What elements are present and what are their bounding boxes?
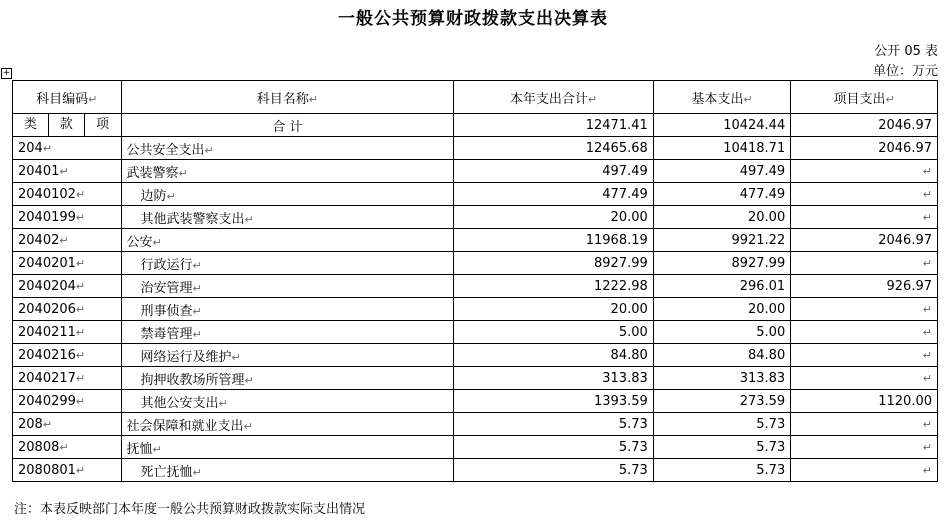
row-basic-text: 5.00 xyxy=(756,324,786,340)
paragraph-mark-icon: ↵ xyxy=(166,189,176,203)
row-total xyxy=(454,252,653,275)
row-basic-text: 8927.99 xyxy=(731,255,786,271)
table-row xyxy=(13,321,938,344)
totals-basic: 10424.44 xyxy=(653,114,790,137)
table-row xyxy=(13,459,938,482)
row-name-text: 公共安全支出 xyxy=(126,142,205,158)
row-code xyxy=(13,252,122,275)
row-basic xyxy=(653,206,790,229)
row-total-text: 20.00 xyxy=(610,301,648,317)
paragraph-mark-icon: ↵ xyxy=(192,304,202,318)
row-code xyxy=(13,413,122,436)
row-total-text: 313.83 xyxy=(602,370,648,386)
totals-total: 12471.41 xyxy=(454,114,653,137)
row-code xyxy=(13,367,122,390)
row-code-text: 2040211 xyxy=(18,324,76,340)
row-total-text: 5.73 xyxy=(618,439,648,455)
row-total xyxy=(454,459,653,482)
row-total-text: 20.00 xyxy=(610,209,648,225)
row-project xyxy=(791,344,938,367)
paragraph-mark-icon: ↵ xyxy=(922,164,932,178)
row-code xyxy=(13,206,122,229)
row-project xyxy=(791,390,938,413)
row-basic-text: 477.49 xyxy=(739,186,786,202)
paragraph-mark-icon: ↵ xyxy=(922,256,932,270)
paragraph-mark-icon: ↵ xyxy=(75,210,86,224)
row-name xyxy=(121,436,454,459)
row-name xyxy=(121,229,454,252)
table-row xyxy=(13,344,938,367)
paragraph-mark-icon: ↵ xyxy=(152,235,162,249)
row-code-text: 2040204 xyxy=(18,278,76,294)
paragraph-mark-icon: ↵ xyxy=(75,463,86,477)
row-code-text: 20808 xyxy=(18,439,60,455)
row-basic-text: 313.83 xyxy=(739,370,786,386)
row-basic xyxy=(653,137,790,160)
row-basic-text: 9921.22 xyxy=(731,232,786,248)
row-name-text: 其他武装警察支出 xyxy=(140,211,245,227)
row-total-text: 12465.68 xyxy=(585,140,648,156)
row-name-text: 死亡抚恤 xyxy=(140,464,193,480)
row-basic-text: 5.73 xyxy=(756,439,786,455)
row-project xyxy=(791,321,938,344)
column-header-name: 科目名称↵ xyxy=(121,81,454,114)
row-basic-text: 20.00 xyxy=(748,209,786,225)
unit-label: 单位：万元 xyxy=(872,64,938,79)
row-name-text: 武装警察 xyxy=(126,165,179,181)
row-code-text: 204 xyxy=(18,140,43,156)
row-name xyxy=(121,390,454,413)
table-move-handle-icon[interactable]: + xyxy=(2,68,11,78)
row-name-text: 禁毒管理 xyxy=(140,326,193,342)
table-row xyxy=(13,137,938,160)
row-basic xyxy=(653,252,790,275)
row-name-text: 刑事侦查 xyxy=(140,303,193,319)
paragraph-mark-icon: ↵ xyxy=(922,371,932,385)
row-code xyxy=(13,459,122,482)
row-basic xyxy=(653,321,790,344)
table-row xyxy=(13,275,938,298)
table-row xyxy=(13,160,938,183)
row-project-text: 926.97 xyxy=(886,278,932,294)
paragraph-mark-icon: ↵ xyxy=(243,419,253,433)
paragraph-mark-icon: ↵ xyxy=(75,371,86,385)
paragraph-mark-icon: ↵ xyxy=(192,465,202,479)
paragraph-mark-icon: ↵ xyxy=(59,233,69,247)
row-total-text: 5.73 xyxy=(618,416,648,432)
row-name xyxy=(121,183,454,206)
table-row xyxy=(13,413,938,436)
table-row xyxy=(13,206,938,229)
row-code-text: 2040206 xyxy=(18,301,76,317)
row-basic-text: 10418.71 xyxy=(723,140,786,156)
row-total-text: 5.00 xyxy=(618,324,648,340)
totals-project: 2046.97 xyxy=(791,114,938,137)
row-basic-text: 5.73 xyxy=(756,462,786,478)
row-code-text: 2040199 xyxy=(18,209,76,225)
row-total xyxy=(454,436,653,459)
row-total-text: 477.49 xyxy=(602,186,648,202)
row-total xyxy=(454,413,653,436)
totals-row xyxy=(13,114,938,137)
row-total xyxy=(454,137,653,160)
row-code xyxy=(13,321,122,344)
paragraph-mark-icon: ↵ xyxy=(192,327,202,341)
paragraph-mark-icon: ↵ xyxy=(922,440,932,454)
paragraph-mark-icon: ↵ xyxy=(922,348,932,362)
row-code-text: 20401 xyxy=(18,163,60,179)
paragraph-mark-icon: ↵ xyxy=(218,396,228,410)
paragraph-mark-icon: ↵ xyxy=(75,394,86,408)
row-basic-text: 20.00 xyxy=(748,301,786,317)
row-basic xyxy=(653,344,790,367)
row-name-text: 边防 xyxy=(140,188,167,204)
row-name-text: 其他公安支出 xyxy=(140,395,219,411)
xiang-label: 项 xyxy=(96,117,110,132)
row-total xyxy=(454,367,653,390)
row-total xyxy=(454,275,653,298)
row-total xyxy=(454,229,653,252)
row-total-text: 5.73 xyxy=(618,462,648,478)
paragraph-mark-icon: ↵ xyxy=(244,212,254,226)
row-code xyxy=(13,137,122,160)
row-code-text: 2040217 xyxy=(18,370,76,386)
row-name xyxy=(121,160,454,183)
paragraph-mark-icon: ↵ xyxy=(244,373,254,387)
row-basic xyxy=(653,298,790,321)
totals-label: 合 计 xyxy=(121,114,454,137)
row-basic xyxy=(653,367,790,390)
row-code-text: 2080801 xyxy=(18,462,76,478)
row-code-text: 2040201 xyxy=(18,255,76,271)
row-code-text: 2040216 xyxy=(18,347,76,363)
paragraph-mark-icon: ↵ xyxy=(922,302,932,316)
paragraph-mark-icon: ↵ xyxy=(75,187,86,201)
row-total-text: 8927.99 xyxy=(594,255,648,271)
table-row xyxy=(13,298,938,321)
row-project-text: 2046.97 xyxy=(878,232,932,248)
table-row xyxy=(13,390,938,413)
row-project xyxy=(791,413,938,436)
row-basic xyxy=(653,183,790,206)
row-name xyxy=(121,298,454,321)
row-code xyxy=(13,183,122,206)
row-basic-text: 296.01 xyxy=(739,278,786,294)
row-name-text: 治安管理 xyxy=(140,280,193,296)
row-basic xyxy=(653,229,790,252)
paragraph-mark-icon: ↵ xyxy=(152,442,162,456)
table-row xyxy=(13,367,938,390)
row-total xyxy=(454,344,653,367)
row-project xyxy=(791,229,938,252)
row-project xyxy=(791,436,938,459)
row-total xyxy=(454,160,653,183)
form-code: 公开 05 表 xyxy=(874,44,938,59)
table-row xyxy=(13,436,938,459)
paragraph-mark-icon: ↵ xyxy=(231,350,241,364)
column-header-total: 本年支出合计↵ xyxy=(454,81,653,114)
row-code xyxy=(13,160,122,183)
row-name-text: 拘押收教场所管理 xyxy=(140,372,245,388)
row-name-text: 社会保障和就业支出 xyxy=(126,418,244,434)
paragraph-mark-icon: ↵ xyxy=(922,417,932,431)
row-total xyxy=(454,183,653,206)
row-basic xyxy=(653,413,790,436)
paragraph-mark-icon: ↵ xyxy=(922,325,932,339)
row-basic-text: 497.49 xyxy=(739,163,786,179)
row-project xyxy=(791,298,938,321)
row-project xyxy=(791,183,938,206)
row-name xyxy=(121,252,454,275)
paragraph-mark-icon: ↵ xyxy=(75,325,86,339)
row-basic-text: 84.80 xyxy=(748,347,786,363)
row-name-text: 公安 xyxy=(126,234,153,250)
row-basic xyxy=(653,160,790,183)
paragraph-mark-icon: ↵ xyxy=(204,143,214,157)
row-total xyxy=(454,321,653,344)
table-row xyxy=(13,183,938,206)
row-code-text: 2040299 xyxy=(18,393,76,409)
row-basic xyxy=(653,390,790,413)
paragraph-mark-icon: ↵ xyxy=(42,141,53,155)
row-name xyxy=(121,413,454,436)
table-header-row xyxy=(13,81,938,114)
column-header-basic: 基本支出↵ xyxy=(653,81,790,114)
row-name xyxy=(121,344,454,367)
row-project xyxy=(791,137,938,160)
row-code-text: 208 xyxy=(18,416,43,432)
paragraph-mark-icon: ↵ xyxy=(922,463,932,477)
row-basic-text: 5.73 xyxy=(756,416,786,432)
row-basic xyxy=(653,459,790,482)
row-name xyxy=(121,206,454,229)
row-project xyxy=(791,160,938,183)
row-name xyxy=(121,321,454,344)
row-name-text: 网络运行及维护 xyxy=(140,349,232,365)
page-title: 一般公共预算财政拨款支出决算表 xyxy=(338,9,608,29)
row-code xyxy=(13,275,122,298)
paragraph-mark-icon: ↵ xyxy=(922,187,932,201)
paragraph-mark-icon: ↵ xyxy=(922,210,932,224)
row-code xyxy=(13,436,122,459)
row-total-text: 84.80 xyxy=(610,347,648,363)
row-project xyxy=(791,206,938,229)
row-project-text: 1120.00 xyxy=(878,393,932,409)
row-code xyxy=(13,229,122,252)
row-total-text: 1222.98 xyxy=(594,278,648,294)
row-basic-text: 273.59 xyxy=(739,393,786,409)
row-project xyxy=(791,275,938,298)
row-code xyxy=(13,390,122,413)
paragraph-mark-icon: ↵ xyxy=(192,281,202,295)
kuan-label: 款 xyxy=(49,114,85,136)
row-total xyxy=(454,390,653,413)
column-header-project: 项目支出↵ xyxy=(791,81,938,114)
row-basic xyxy=(653,275,790,298)
row-code-text: 20402 xyxy=(18,232,60,248)
paragraph-mark-icon: ↵ xyxy=(178,166,188,180)
paragraph-mark-icon: ↵ xyxy=(59,440,69,454)
row-name xyxy=(121,367,454,390)
row-project xyxy=(791,459,938,482)
row-total-text: 497.49 xyxy=(602,163,648,179)
column-header-code: 科目编码↵ xyxy=(13,81,122,114)
row-name-text: 抚恤 xyxy=(126,441,153,457)
row-code xyxy=(13,298,122,321)
row-name-text: 行政运行 xyxy=(140,257,193,273)
row-project xyxy=(791,367,938,390)
row-total xyxy=(454,206,653,229)
row-total-text: 1393.59 xyxy=(594,393,648,409)
paragraph-mark-icon: ↵ xyxy=(42,417,53,431)
row-name xyxy=(121,137,454,160)
paragraph-mark-icon: ↵ xyxy=(192,258,202,272)
table-row xyxy=(13,252,938,275)
row-name xyxy=(121,459,454,482)
row-total xyxy=(454,298,653,321)
paragraph-mark-icon: ↵ xyxy=(75,302,86,316)
table-row xyxy=(13,229,938,252)
category-subheader xyxy=(13,114,122,137)
row-total-text: 11968.19 xyxy=(585,232,648,248)
row-code xyxy=(13,344,122,367)
row-name xyxy=(121,275,454,298)
paragraph-mark-icon: ↵ xyxy=(59,164,69,178)
footnote: 注：本表反映部门本年度一般公共预算财政拨款实际支出情况 xyxy=(14,502,366,517)
row-project xyxy=(791,252,938,275)
row-project-text: 2046.97 xyxy=(878,140,932,156)
lei-label: 类 xyxy=(13,114,49,136)
row-basic xyxy=(653,436,790,459)
paragraph-mark-icon: ↵ xyxy=(75,348,86,362)
row-code-text: 2040102 xyxy=(18,186,76,202)
paragraph-mark-icon: ↵ xyxy=(75,256,86,270)
expenditure-table xyxy=(12,80,938,482)
paragraph-mark-icon: ↵ xyxy=(75,279,86,293)
